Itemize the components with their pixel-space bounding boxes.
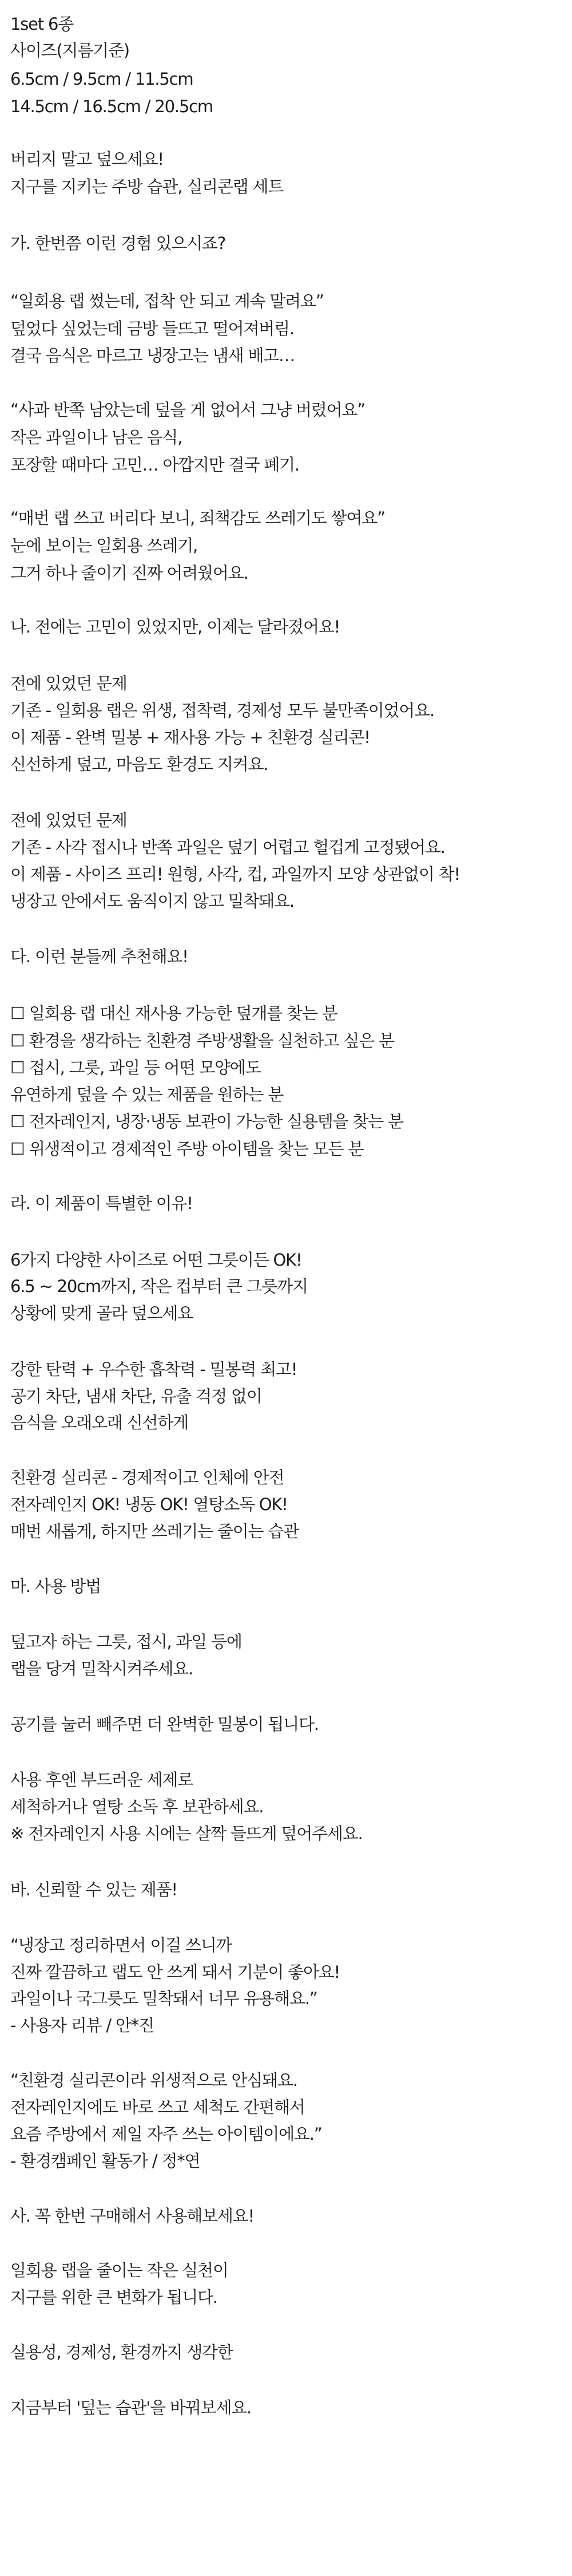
text-line: 작은 과일이나 남은 음식, (10, 428, 182, 447)
review-attribution: - 환경캠페인 활동가 / 정*연 (10, 2151, 200, 2171)
text-line: 눈에 보이는 일회용 쓰레기, (10, 536, 198, 555)
text-line: 1set 6종 (10, 14, 74, 34)
text-line: 사이즈(지름기준) (10, 41, 129, 60)
text-line: 랩을 당겨 밀착시켜주세요. (10, 1659, 193, 1678)
text-line: 덮었다 싶었는데 금방 들뜨고 떨어져버림. (10, 319, 294, 338)
text-line: 전에 있었던 문제 (10, 811, 127, 830)
text-line: 지구를 지키는 주방 습관, 실리콘랩 세트 (10, 177, 284, 196)
text-line: “일회용 랩 썼는데, 접착 안 되고 계속 말려요” (10, 291, 324, 311)
text-line: 공기 차단, 냄새 차단, 유출 걱정 없이 (10, 1386, 262, 1406)
text-line: 6가지 다양한 사이즈로 어떤 그릇이든 OK! (10, 1250, 302, 1270)
review-attribution: - 사용자 리뷰 / 안*진 (10, 2016, 154, 2035)
text-line: 냉장고 안에서도 움직이지 않고 밀착돼요. (10, 891, 294, 911)
text-line: 기존 - 사각 접시나 반쪽 과일은 덮기 어렵고 헐겁게 고정됐어요. (10, 837, 445, 857)
review-line: “친환경 실리콘이라 위생적으로 안심돼요. (10, 2071, 297, 2090)
text-line: 결국 음식은 마르고 냉장고는 냄새 배고… (10, 346, 295, 365)
review-line: “냉장고 정리하면서 이걸 쓰니까 (10, 1935, 232, 1955)
text-line: 음식을 오래오래 신선하게 (10, 1413, 188, 1432)
text-line: 공기를 눌러 빼주면 더 완벽한 밀봉이 됩니다. (10, 1714, 319, 1734)
text-line: 지구를 위한 큰 변화가 됩니다. (10, 2287, 217, 2307)
text-line: 사용 후엔 부드러운 세제로 (10, 1770, 193, 1789)
text-line: 6.5cm / 9.5cm / 11.5cm (10, 69, 193, 89)
checklist-item: ☐ 접시, 그릇, 과일 등 어떤 모양에도 (10, 1058, 261, 1077)
text-line: 친환경 실리콘 - 경제적이고 인체에 안전 (10, 1468, 284, 1487)
text-line: 신선하게 덮고, 마음도 환경도 지켜요. (10, 754, 268, 774)
review-line: 전자레인지에도 바로 쓰고 세척도 간편해서 (10, 2097, 305, 2117)
text-line: 실용성, 경제성, 환경까지 생각한 (10, 2342, 233, 2362)
text-line: 전에 있었던 문제 (10, 674, 127, 693)
section-heading: 나. 전에는 고민이 있었지만, 이제는 달라졌어요! (10, 617, 340, 637)
section-heading: 마. 사용 방법 (10, 1577, 101, 1596)
section-heading: 라. 이 제품이 특별한 이유! (10, 1194, 193, 1213)
text-line: 유연하게 덮을 수 있는 제품을 원하는 분 (10, 1085, 284, 1104)
checklist-item: ☐ 환경을 생각하는 친환경 주방생활을 실천하고 싶은 분 (10, 1031, 394, 1050)
text-line: 버리지 말고 덮으세요! (10, 149, 164, 169)
text-line: 상황에 맞게 골라 덮으세요 (10, 1303, 193, 1323)
text-line: 지금부터 '덮는 습관'을 바꿔보세요. (10, 2398, 252, 2417)
text-line: 덮고자 하는 그릇, 접시, 과일 등에 (10, 1632, 242, 1652)
note-line: ※ 전자레인지 사용 시에는 살짝 들뜨게 덮어주세요. (10, 1824, 363, 1843)
checklist-item: ☐ 전자레인지, 냉장·냉동 보관이 가능한 실용템을 찾는 분 (10, 1112, 403, 1131)
section-heading: 사. 꼭 한번 구매해서 사용해보세요! (10, 2206, 254, 2226)
text-line: 세척하거나 열탕 소독 후 보관하세요. (10, 1797, 264, 1816)
text-line: 전자레인지 OK! 냉동 OK! 열탕소독 OK! (10, 1495, 288, 1514)
checklist-item: ☐ 일회용 랩 대신 재사용 가능한 덮개를 찾는 분 (10, 1003, 337, 1023)
text-line: 기존 - 일회용 랩은 위생, 접착력, 경제성 모두 불만족이었어요. (10, 701, 435, 720)
section-heading: 바. 신뢰할 수 있는 제품! (10, 1880, 177, 1899)
text-line: 6.5 ~ 20cm까지, 작은 컵부터 큰 그릇까지 (10, 1277, 308, 1296)
checklist-item: ☐ 위생적이고 경제적인 주방 아이템을 찾는 모든 분 (10, 1139, 364, 1159)
review-line: 과일이나 국그릇도 밀착돼서 너무 유용해요.” (10, 1989, 317, 2008)
text-line: 그거 하나 줄이기 진짜 어려웠어요. (10, 563, 248, 583)
text-line: 이 제품 - 완벽 밀봉 + 재사용 가능 + 친환경 실리콘! (10, 728, 370, 747)
text-line: 강한 탄력 + 우수한 흡착력 - 밀봉력 최고! (10, 1360, 297, 1379)
review-line: 진짜 깔끔하고 랩도 안 쓰게 돼서 기분이 좋아요! (10, 1962, 340, 1982)
text-line: “매번 랩 쓰고 버리다 보니, 죄책감도 쓰레기도 쌓여요” (10, 508, 385, 528)
text-line: 일회용 랩을 줄이는 작은 실천이 (10, 2261, 228, 2280)
text-line: “사과 반쪽 남았는데 덮을 게 없어서 그냥 버렸어요” (10, 400, 366, 420)
text-line: 14.5cm / 16.5cm / 20.5cm (10, 97, 213, 116)
text-line: 포장할 때마다 고민… 아깝지만 결국 폐기. (10, 455, 299, 475)
section-heading: 가. 한번쯤 이런 경험 있으시죠? (10, 234, 226, 253)
text-line: 이 제품 - 사이즈 프리! 원형, 사각, 컵, 과일까지 모양 상관없이 착! (10, 864, 460, 884)
text-line: 매번 새롭게, 하지만 쓰레기는 줄이는 습관 (10, 1522, 299, 1541)
review-line: 요즘 주방에서 제일 자주 쓰는 아이템이에요.” (10, 2124, 322, 2144)
section-heading: 다. 이런 분들께 추천해요! (10, 947, 188, 966)
